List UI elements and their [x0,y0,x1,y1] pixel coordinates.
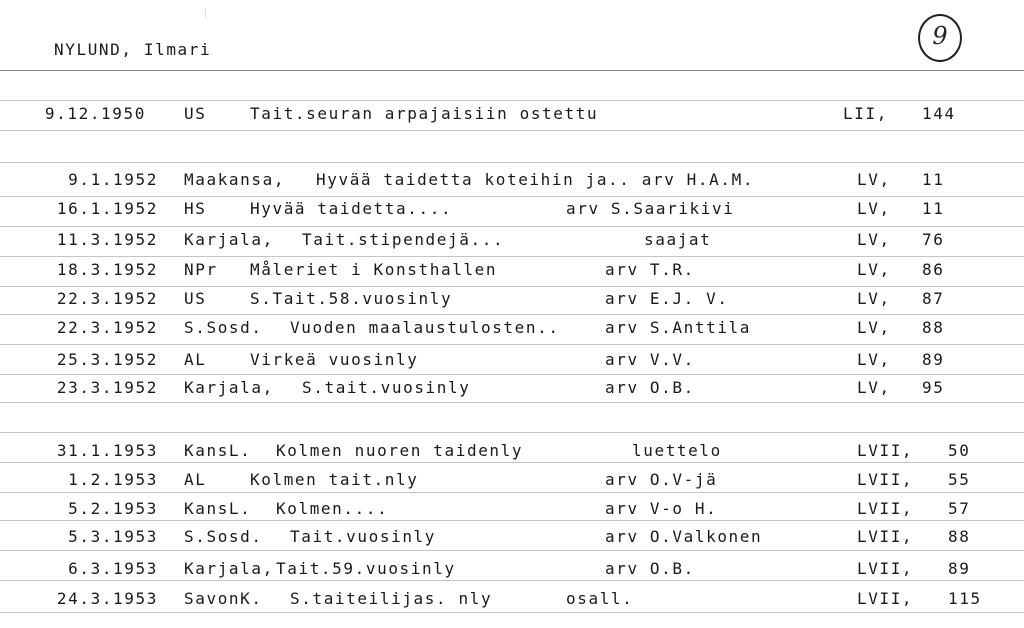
entry-credit: arv S.Saarikivi [566,199,735,218]
entry-volume: LV, [857,170,891,189]
person-name: NYLUND, Ilmari [54,40,212,59]
entry-credit: luettelo [632,441,722,460]
entry-date: 9.1.1952 [68,170,158,189]
entry-source: SavonK. [184,589,263,608]
entry-text: Kolmen.... [276,499,389,518]
entry-page: 11 [922,170,945,189]
entry-page: 95 [922,378,945,397]
entry-credit: arv E.J. V. [605,289,729,308]
entry-credit: saajat [644,230,712,249]
ruled-line [0,162,1024,163]
entry-source: S.Sosd. [184,318,263,337]
entry-page: 87 [922,289,945,308]
entry-page: 11 [922,199,945,218]
entry-credit: osall. [566,589,634,608]
ruled-line [0,462,1024,463]
ruled-line [0,612,1024,613]
entry-text: Hyvää taidetta koteihin ja.. arv H.A.M. [316,170,755,189]
entry-volume: LVII, [857,470,914,489]
entry-volume: LVII, [857,559,914,578]
hole-mark [205,8,206,18]
entry-text: Måleriet i Konsthallen [250,260,498,279]
ruled-line [0,520,1024,521]
entry-page: 55 [948,470,971,489]
entry-text: Tait.59.vuosinly [276,559,456,578]
entry-source: NPr [184,260,218,279]
entry-volume: LVII, [857,527,914,546]
entry-text: S.Tait.58.vuosinly [250,289,453,308]
entry-credit: arv O.B. [605,559,695,578]
entry-page: 115 [948,589,982,608]
entry-date: 22.3.1952 [56,289,158,308]
entry-text: S.tait.vuosinly [302,378,471,397]
entry-text: S.taiteilijas. nly [290,589,493,608]
ruled-line [0,344,1024,345]
entry-source: KansL. [184,499,252,518]
entry-source: Karjala, [184,230,274,249]
ruled-line [0,226,1024,227]
entry-page: 86 [922,260,945,279]
ruled-line [0,374,1024,375]
ruled-line [0,402,1024,403]
entry-text: Kolmen nuoren taidenly [276,441,524,460]
entry-credit: arv T.R. [605,260,695,279]
entry-volume: LII, [843,104,888,123]
entry-volume: LV, [857,199,891,218]
entry-source: KansL. [184,441,252,460]
entry-date: 24.3.1953 [56,589,158,608]
entry-date: 11.3.1952 [56,230,158,249]
entry-date: 23.3.1952 [56,378,158,397]
entry-credit: arv V-o H. [605,499,718,518]
entry-credit: arv O.V-jä [605,470,718,489]
entry-volume: LV, [857,289,891,308]
entry-text: Kolmen tait.nly [250,470,419,489]
entry-text: Tait.seuran arpajaisiin ostettu [250,104,599,123]
entry-page: 88 [922,318,945,337]
ruled-line [0,314,1024,315]
entry-credit: arv O.Valkonen [605,527,763,546]
entry-volume: LV, [857,230,891,249]
entry-volume: LV, [857,318,891,337]
entry-date: 31.1.1953 [56,441,158,460]
entry-credit: arv O.B. [605,378,695,397]
entry-text: Virkeä vuosinly [250,350,419,369]
entry-text: Tait.stipendejä... [302,230,505,249]
entry-volume: LV, [857,350,891,369]
entry-credit: arv V.V. [605,350,695,369]
entry-source: US [184,289,207,308]
entry-date: 22.3.1952 [56,318,158,337]
ruled-line [0,286,1024,287]
entry-credit: arv S.Anttila [605,318,752,337]
entry-page: 88 [948,527,971,546]
ruled-line [0,130,1024,131]
entry-date: 16.1.1952 [56,199,158,218]
entry-page: 76 [922,230,945,249]
entry-date: 1.2.1953 [68,470,158,489]
card-number: 9 [932,22,948,50]
entry-volume: LV, [857,260,891,279]
entry-page: 144 [922,104,956,123]
ruled-line [0,196,1024,197]
entry-text: Vuoden maalaustulosten.. [290,318,560,337]
ruled-line [0,100,1024,101]
entry-page: 50 [948,441,971,460]
entry-volume: LVII, [857,499,914,518]
entry-volume: LVII, [857,441,914,460]
entry-volume: LVII, [857,589,914,608]
entry-date: 9.12.1950 [44,104,146,123]
ruled-line [0,432,1024,433]
entry-source: AL [184,350,207,369]
entry-date: 6.3.1953 [68,559,158,578]
ruled-line [0,492,1024,493]
card-number-circle [918,14,962,62]
entry-source: Maakansa, [184,170,286,189]
entry-page: 57 [948,499,971,518]
entry-source: HS [184,199,207,218]
entry-source: Karjala, [184,378,274,397]
entry-page: 89 [922,350,945,369]
entry-page: 89 [948,559,971,578]
entry-source: AL [184,470,207,489]
entry-date: 18.3.1952 [56,260,158,279]
entry-source: US [184,104,207,123]
entry-date: 5.3.1953 [68,527,158,546]
entry-source: S.Sosd. [184,527,263,546]
entry-volume: LV, [857,378,891,397]
entry-date: 25.3.1952 [56,350,158,369]
ruled-line [0,580,1024,581]
entry-source: Karjala, [184,559,274,578]
ruled-line [0,550,1024,551]
entry-text: Tait.vuosinly [290,527,437,546]
header-rule [0,70,1024,71]
entry-text: Hyvää taidetta.... [250,199,453,218]
entry-date: 5.2.1953 [68,499,158,518]
ruled-line [0,256,1024,257]
